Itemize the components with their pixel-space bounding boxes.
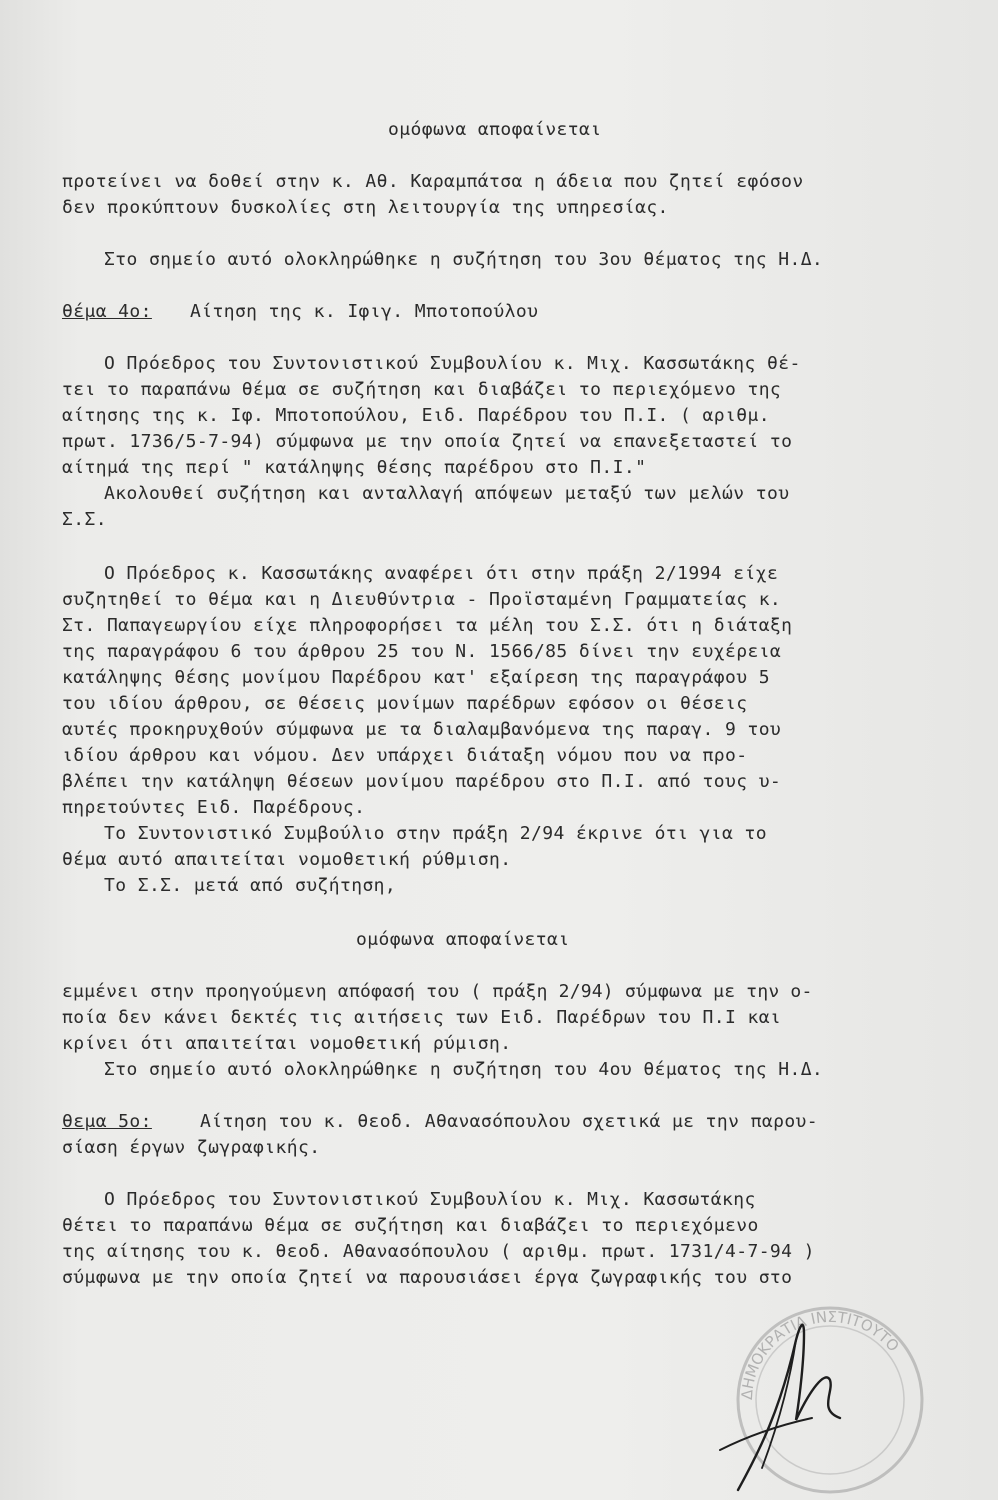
text-line: Στο σημείο αυτό ολοκληρώθηκε η συζήτηση του 3ου θέματος της Η.Δ. (104, 249, 824, 270)
decision-heading-2: ομόφωνα αποφαίνεται (356, 929, 570, 950)
text-line: Σ.Σ. (62, 509, 107, 530)
text-line: Ο Πρόεδρος κ. Κασσωτάκης αναφέρει ότι στην πράξη 2/1994 είχε (104, 563, 779, 584)
text-line: Ο Πρόεδρος του Συντονιστικού Συμβουλίου κ. Μιχ. Κασσωτάκης (104, 1189, 756, 1210)
text-line: συζητηθεί το θέμα και η Διευθύντρια - Προϊσταμένη Γραμματείας κ. (62, 589, 782, 610)
text-line: Το Σ.Σ. μετά από συζήτηση, (104, 875, 397, 896)
text-line: πρωτ. 1736/5-7-94) σύμφωνα με την οποία ζητεί να επανεξεταστεί το (62, 431, 793, 452)
text-line: Στο σημείο αυτό ολοκληρώθηκε η συζήτηση του 4ου θέματος της Η.Δ. (104, 1059, 824, 1080)
text-line: της αίτησης του κ. θεοδ. Αθανασόπουλου ( αριθμ. πρωτ. 1731/4-7-94 ) (62, 1241, 815, 1262)
text-line: της παραγράφου 6 του άρθρου 25 του Ν. 1566/85 δίνει την ευχέρεια (62, 641, 782, 662)
text-line: θέμα αυτό απαιτείται νομοθετική ρύθμιση. (62, 849, 512, 870)
text-line: αίτημά της περί " κατάληψης θέσης παρέδρου στο Π.Ι." (62, 457, 647, 478)
topic-5-label: θεμα 5ο: (62, 1111, 152, 1132)
text-line: ιδίου άρθρου και νόμου. Δεν υπάρχει διάταξη νόμου που να προ- (62, 745, 748, 766)
text-line: βλέπει την κατάληψη θέσεων μονίμου παρέδρου στο Π.Ι. από τους υ- (62, 771, 782, 792)
text-line: κρίνει ότι απαιτείται νομοθετική ρύμιση. (62, 1033, 512, 1054)
topic-5-title: Αίτηση του κ. θεοδ. Αθανασόπουλου σχετικά με την παρου- (200, 1111, 819, 1132)
text-line: δεν προκύπτουν δυσκολίες στη λειτουργία της υπηρεσίας. (62, 197, 669, 218)
text-line: Στ. Παπαγεωργίου είχε πληροφορήσει τα μέλη του Σ.Σ. ότι η διάταξη (62, 615, 793, 636)
text-line: θέτει το παραπάνω θέμα σε συζήτηση και διαβάζει το περιεχόμενο (62, 1215, 759, 1236)
text-line: ποία δεν κάνει δεκτές τις αιτήσεις των Ειδ. Παρέδρων του Π.Ι και (62, 1007, 782, 1028)
stamp-lettering: ΔΗΜΟΚΡΑΤΙΑ ΙΝΣΤΙΤΟΥΤΟ (737, 1307, 903, 1401)
topic-4-label: θέμα 4ο: (62, 301, 152, 322)
text-line: σύμφωνα με την οποία ζητεί να παρουσιάσει έργα ζωγραφικής του στο (62, 1267, 793, 1288)
text-line: πηρετούντες Ειδ. Παρέδρους. (62, 797, 366, 818)
text-line: εμμένει στην προηγούμενη απόφασή του ( πράξη 2/94) σύμφωνα με την ο- (62, 981, 813, 1002)
text-line: κατάληψης θέσης μονίμου Παρέδρου κατ' εξαίρεση της παραγράφου 5 (62, 667, 770, 688)
text-line: Ο Πρόεδρος του Συντονιστικού Συμβουλίου κ. Μιχ. Κασσωτάκης θέ- (104, 353, 801, 374)
text-line: Ακολουθεί συζήτηση και ανταλλαγή απόψεων μεταξύ των μελών του (104, 483, 790, 504)
text-line: προτείνει να δοθεί στην κ. Αθ. Καραμπάτσα η άδεια που ζητεί εφόσον (62, 171, 804, 192)
text-line: Το Συντονιστικό Συμβούλιο στην πράξη 2/94 έκρινε ότι για το (104, 823, 767, 844)
decision-heading-1: ομόφωνα αποφαίνεται (388, 119, 602, 140)
handwritten-signature (700, 1300, 890, 1500)
text-line: αυτές προκηρυχθούν σύμφωνα με τα διαλαμβανόμενα της παραγ. 9 του (62, 719, 782, 740)
text-line: αίτησης της κ. Ιφ. Μποτοπούλου, Ειδ. Παρέδρου του Π.Ι. ( αριθμ. (62, 405, 770, 426)
text-line: τει το παραπάνω θέμα σε συζήτηση και διαβάζει το περιεχόμενο της (62, 379, 782, 400)
topic-4-title: Αίτηση της κ. Ιφιγ. Μποτοπούλου (190, 301, 539, 322)
text-line: του ιδίου άρθρου, σε θέσεις μονίμων παρέδρων εφόσον οι θέσεις (62, 693, 748, 714)
topic-5-title-cont: σίαση έργων ζωγραφικής. (62, 1137, 321, 1158)
